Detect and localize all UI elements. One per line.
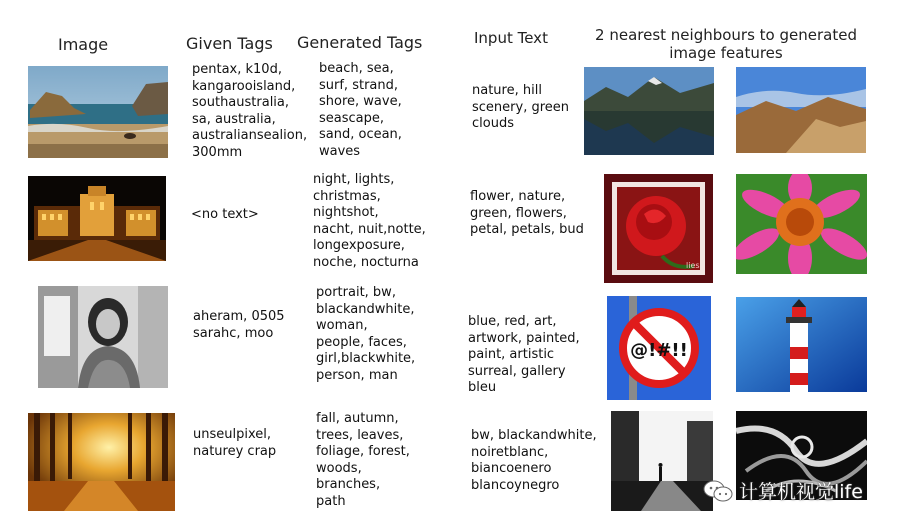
header-image: Image <box>58 35 109 54</box>
coast-sea-lion-photo <box>28 66 168 158</box>
red-rose-framed-photo <box>604 174 713 283</box>
autumn-forest-photo <box>28 413 175 511</box>
bw-portrait-photo <box>38 286 168 388</box>
header-generated-tags: Generated Tags <box>297 33 423 52</box>
sign-text: @!#!! <box>630 340 688 361</box>
wechat-icon <box>703 479 733 503</box>
input-text-2: flower, nature, green, flowers, petal, petals, bud <box>470 189 584 237</box>
header-nearest-neighbours: 2 nearest neighbours to generated image features <box>595 26 857 62</box>
input-text-4: bw, blackandwhite, noiretblanc, biancoenero blancoynegro <box>471 428 597 493</box>
mountain-lake-photo <box>584 67 714 155</box>
given-tags-2: <no text> <box>191 207 259 222</box>
rose-stamp-text: lies <box>686 261 700 270</box>
input-text-3: blue, red, art, artwork, painted, paint, artistic surreal, gallery bleu <box>468 314 580 395</box>
generated-tags-1: beach, sea, surf, strand, shore, wave, seascape, sand, ocean, waves <box>319 61 402 159</box>
header-given-tags: Given Tags <box>186 34 273 53</box>
pink-coneflower-photo <box>736 174 867 274</box>
generated-tags-3: portrait, bw, blackandwhite, woman, people, faces, girl,blackwhite, person, man <box>316 285 416 383</box>
watermark-text: 计算机视觉life <box>739 481 863 503</box>
lighthouse-photo <box>736 297 867 392</box>
no-swearing-sign-photo <box>607 296 711 400</box>
given-tags-1: pentax, k10d, kangarooisland, southaustralia, sa, australia, australiansealion, 300mm <box>192 62 308 160</box>
bw-street-photo <box>611 411 713 511</box>
given-tags-3: aheram, 0505 sarahc, moo <box>193 309 285 341</box>
desert-hills-photo <box>736 67 866 153</box>
given-tags-4: unseulpixel, naturey crap <box>193 427 277 459</box>
input-text-1: nature, hill scenery, green clouds <box>472 83 570 131</box>
generated-tags-4: fall, autumn, trees, leaves, foliage, forest, woods, branches, path <box>316 411 410 509</box>
watermark <box>703 477 863 504</box>
header-input-text: Input Text <box>474 29 548 47</box>
generated-tags-2: night, lights, christmas, nightshot, nacht, nuit,notte, longexposure, noche, nocturna <box>313 172 426 270</box>
night-building-photo <box>28 176 166 261</box>
